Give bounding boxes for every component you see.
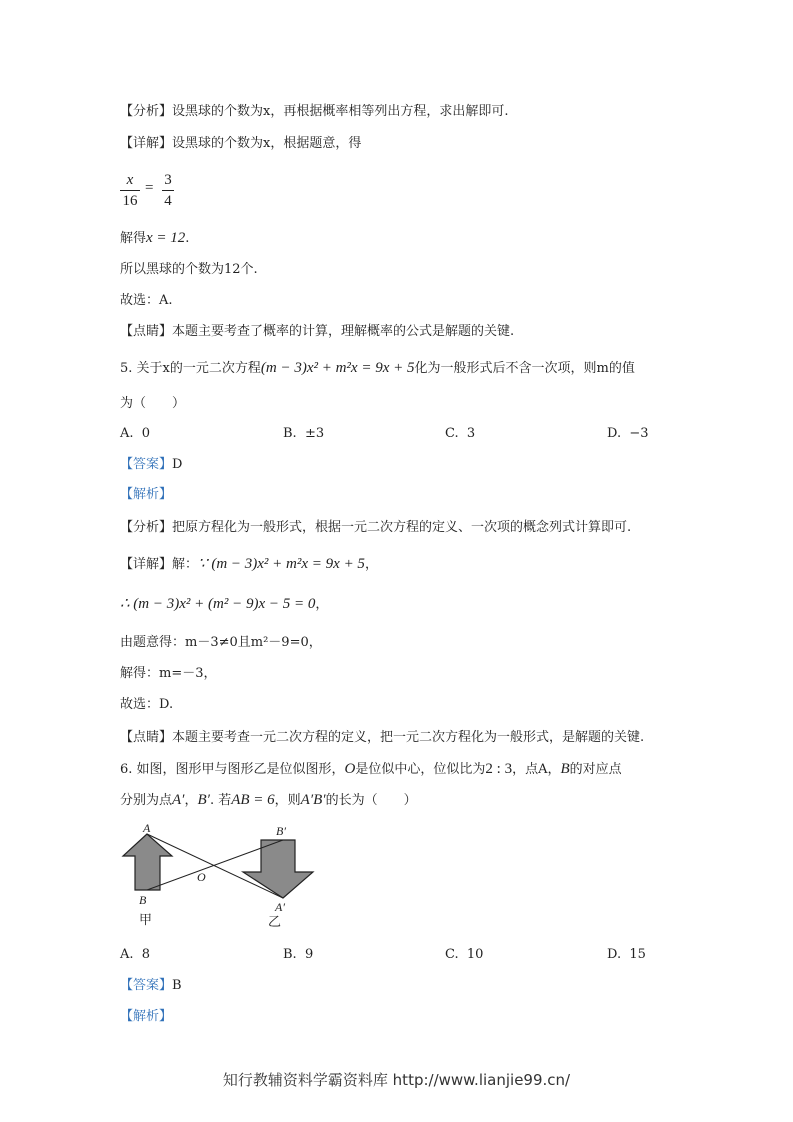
q5-solve: 解得：m=－3， [120,666,217,681]
q5-option-b: B. ±3 [283,426,325,441]
label-jia: 甲 [139,913,153,928]
q6-stem-line1: 6. 如图，图形甲与图形乙是位似图形，O是位似中心，位似比为2 : 3，点A，B的对应点 [120,761,622,777]
label-B: B [139,893,147,907]
q5-stem-line2: 为（ ） [120,396,186,411]
q4-detail: 【详解】设黑球的个数为x，根据题意，得 [120,136,362,151]
q4-fraction-right: 3 4 [162,171,174,210]
q4-choice: 故选：A. [120,293,173,308]
q5-jiexi-heading: 【解析】 [120,487,173,502]
q4-equals: = [145,180,154,196]
label-A1: A′ [275,900,285,914]
q6-option-a: A. 8 [120,947,151,962]
label-B1: B′ [276,824,286,838]
q4-comment: 【点睛】本题主要考查了概率的计算，理解概率的公式是解题的关键. [120,324,515,339]
q5-comment: 【点睛】本题主要考查一元二次方程的定义，把一元二次方程化为一般形式，是解题的关键. [120,730,645,745]
q5-option-c: C. 3 [445,426,476,441]
q6-answer: 【答案】B [120,978,182,993]
label-O: O [197,870,206,884]
q6-option-c: C. 10 [445,947,484,962]
homothety-figure [115,818,325,933]
q5-option-d: D. −3 [607,426,649,441]
q5-stem: 5. 关于x的一元二次方程(m − 3)x² + m²x = 9x + 5化为一般形式后不含一次项，则m的值 [120,360,635,376]
q5-option-a: A. 0 [120,426,151,441]
label-yi: 乙 [268,915,282,930]
figure-yi-shape [243,840,313,898]
q6-option-d: D. 15 [607,947,646,962]
footer-watermark: 知行教辅资料学霸资料库 http://www.lianjie99.cn/ [222,1071,571,1089]
q5-choice: 故选：D. [120,697,174,712]
q5-therefore: ∴ (m − 3)x² + (m² − 9)x − 5 = 0， [120,596,329,612]
q6-jiexi-heading: 【解析】 [120,1009,173,1024]
q5-condition: 由题意得：m－3≠0且m²－9=0， [120,635,322,650]
q6-option-b: B. 9 [283,947,314,962]
label-A: A [143,821,151,835]
q5-answer: 【答案】D [120,457,183,472]
q5-analysis: 【分析】把原方程化为一般形式，根据一元二次方程的定义、一次项的概念列式计算即可. [120,520,632,535]
q4-analysis: 【分析】设黑球的个数为x，再根据概率相等列出方程，求出解即可. [120,104,509,119]
q6-stem-line2: 分别为点A′，B′. 若AB = 6，则A′B′的长为（ ） [120,792,417,808]
q4-solve: 解得x = 12. [120,230,190,246]
q4-conclusion: 所以黑球的个数为12个. [120,262,258,277]
q4-fraction-left: x 16 [120,171,140,210]
q5-detail: 【详解】解：∵ (m − 3)x² + m²x = 9x + 5， [120,556,378,572]
